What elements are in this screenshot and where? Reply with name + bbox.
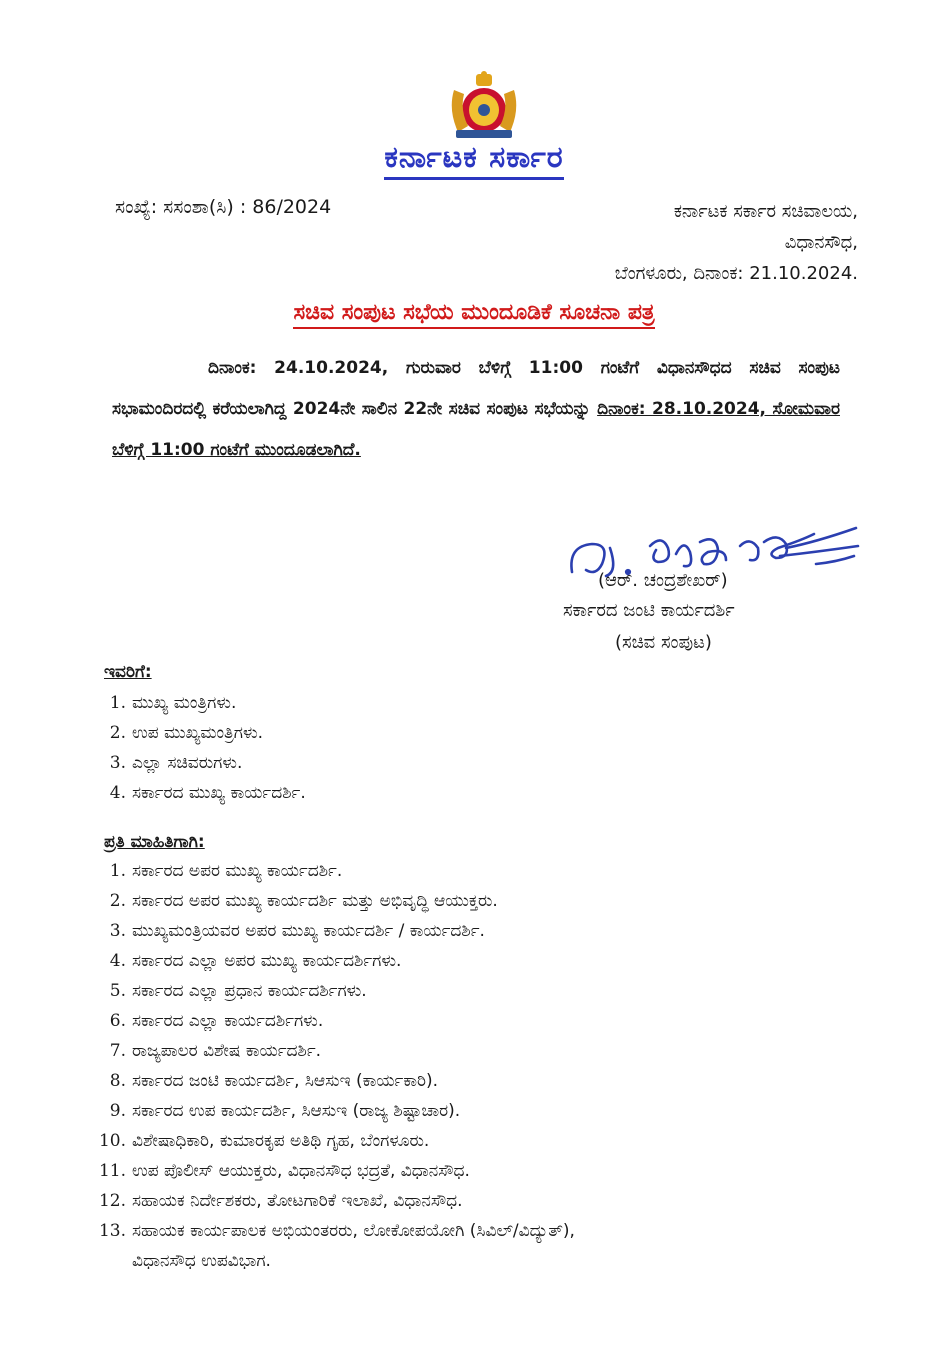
list-item: 13. ಸಹಾಯಕ ಕಾರ್ಯಪಾಲಕ ಅಭಿಯಂತರರು, ಲೋಕೋಪಯೋಗಿ (ಸಿವಿಲ್/ವಿದ್ಯುತ್), ವಿಧಾನಸೌಧ ಉಪವಿಭಾಗ. bbox=[98, 1221, 575, 1271]
karnataka-emblem-icon bbox=[446, 70, 522, 140]
list-item: 5. ಸರ್ಕಾರದ ಎಲ್ಲಾ ಪ್ರಧಾನ ಕಾರ್ಯದರ್ಶಿಗಳು. bbox=[109, 981, 367, 1001]
list-item: 8. ಸರ್ಕಾರದ ಜಂಟಿ ಕಾರ್ಯದರ್ಶಿ, ಸಿಆಸುಇ (ಕಾರ್ಯಕಾರಿ). bbox=[109, 1071, 438, 1091]
list-item: 2. ಉಪ ಮುಖ್ಯಮಂತ್ರಿಗಳು. bbox=[109, 723, 263, 743]
list-item: 11. ಉಪ ಪೊಲೀಸ್ ಆಯುಕ್ತರು, ವಿಧಾನಸೌಧ ಭದ್ರತೆ, ವಿಧಾನಸೌಧ. bbox=[98, 1161, 470, 1181]
signatory-name: (ಆರ್. ಚಂದ್ರಶೇಖರ್) bbox=[598, 570, 728, 591]
list-item: 3. ಎಲ್ಲಾ ಸಚಿವರುಗಳು. bbox=[109, 753, 243, 773]
list-item: 6. ಸರ್ಕಾರದ ಎಲ್ಲಾ ಕಾರ್ಯದರ್ಶಿಗಳು. bbox=[109, 1011, 324, 1031]
address-line: ಕರ್ನಾಟಕ ಸರ್ಕಾರ ಸಚಿವಾಲಯ, bbox=[673, 201, 858, 222]
notice-heading: ಸಚಿವ ಸಂಪುಟ ಸಭೆಯ ಮುಂದೂಡಿಕೆ ಸೂಚನಾ ಪತ್ರ bbox=[0, 300, 948, 325]
signatory-department: (ಸಚಿವ ಸಂಪುಟ) bbox=[615, 632, 712, 653]
reference-number: ಸಂಖ್ಯೆ: ಸಸಂಶಾ(ಸಿ) : 86/2024 bbox=[115, 196, 332, 218]
issuing-office-address bbox=[615, 196, 858, 289]
list-item: 1. ಸರ್ಕಾರದ ಅಪರ ಮುಖ್ಯ ಕಾರ್ಯದರ್ಶಿ. bbox=[109, 861, 343, 881]
list-item: 9. ಸರ್ಕಾರದ ಉಪ ಕಾರ್ಯದರ್ಶಿ, ಸಿಆಸುಇ (ರಾಜ್ಯ ಶಿಷ್ಟಾಚಾರ). bbox=[109, 1101, 461, 1121]
list-item: 7. ರಾಜ್ಯಪಾಲರ ವಿಶೇಷ ಕಾರ್ಯದರ್ಶಿ. bbox=[109, 1041, 322, 1061]
list-item: 1. ಮುಖ್ಯ ಮಂತ್ರಿಗಳು. bbox=[109, 693, 237, 713]
copies-title: ಪ್ರತಿ ಮಾಹಿತಿಗಾಗಿ: bbox=[104, 832, 205, 852]
notice-body bbox=[112, 348, 840, 471]
list-item: 4. ಸರ್ಕಾರದ ಮುಖ್ಯ ಕಾರ್ಯದರ್ಶಿ. bbox=[109, 783, 306, 803]
recipients-title: ಇವರಿಗೆ: bbox=[104, 662, 152, 682]
notice-body-text: ದಿನಾಂಕ: 24.10.2024, ಗುರುವಾರ ಬೆಳಿಗ್ಗೆ 11:00 ಗಂಟೆಗೆ ವಿಧಾನಸೌಧದ ಸಚಿವ ಸಂಪುಟ ಸಭಾಮಂದಿರದಲ್ಲಿ ಕರೆಯಲಾಗಿದ್ದ 2024ನೇ ಸಾಲಿನ 22ನೇ ಸಚಿವ ಸಂಪುಟ ಸಭೆಯನ್ನು bbox=[112, 358, 840, 419]
government-title: ಕರ್ನಾಟಕ ಸರ್ಕಾರ bbox=[0, 140, 948, 175]
list-item: 2. ಸರ್ಕಾರದ ಅಪರ ಮುಖ್ಯ ಕಾರ್ಯದರ್ಶಿ ಮತ್ತು ಅಭಿವೃದ್ಧಿ ಆಯುಕ್ತರು. bbox=[109, 891, 498, 911]
list-item: 12. ಸಹಾಯಕ ನಿರ್ದೇಶಕರು, ತೋಟಗಾರಿಕೆ ಇಲಾಖೆ, ವಿಧಾನಸೌಧ. bbox=[98, 1191, 463, 1211]
postponed-date-text: ದಿನಾಂಕ: 28.10.2024, ಸೋಮವಾರ ಬೆಳಿಗ್ಗೆ 11:00 ಗಂಟೆಗೆ ಮುಂದೂಡಲಾಗಿದೆ. bbox=[112, 399, 840, 460]
copies-list bbox=[98, 856, 575, 1276]
signatory-designation: ಸರ್ಕಾರದ ಜಂಟಿ ಕಾರ್ಯದರ್ಶಿ bbox=[563, 600, 735, 621]
list-item: 10. ವಿಶೇಷಾಧಿಕಾರಿ, ಕುಮಾರಕೃಪ ಅತಿಥಿ ಗೃಹ, ಬೆಂಗಳೂರು. bbox=[98, 1131, 430, 1151]
address-line: ವಿಧಾನಸೌಧ, bbox=[784, 232, 858, 253]
list-item: 3. ಮುಖ್ಯಮಂತ್ರಿಯವರ ಅಪರ ಮುಖ್ಯ ಕಾರ್ಯದರ್ಶಿ / ಕಾರ್ಯದರ್ಶಿ. bbox=[109, 921, 485, 941]
address-date-line: ಬೆಂಗಳೂರು, ದಿನಾಂಕ: 21.10.2024. bbox=[614, 263, 858, 284]
recipients-list bbox=[104, 688, 306, 808]
list-item: 4. ಸರ್ಕಾರದ ಎಲ್ಲಾ ಅಪರ ಮುಖ್ಯ ಕಾರ್ಯದರ್ಶಿಗಳು. bbox=[109, 951, 402, 971]
